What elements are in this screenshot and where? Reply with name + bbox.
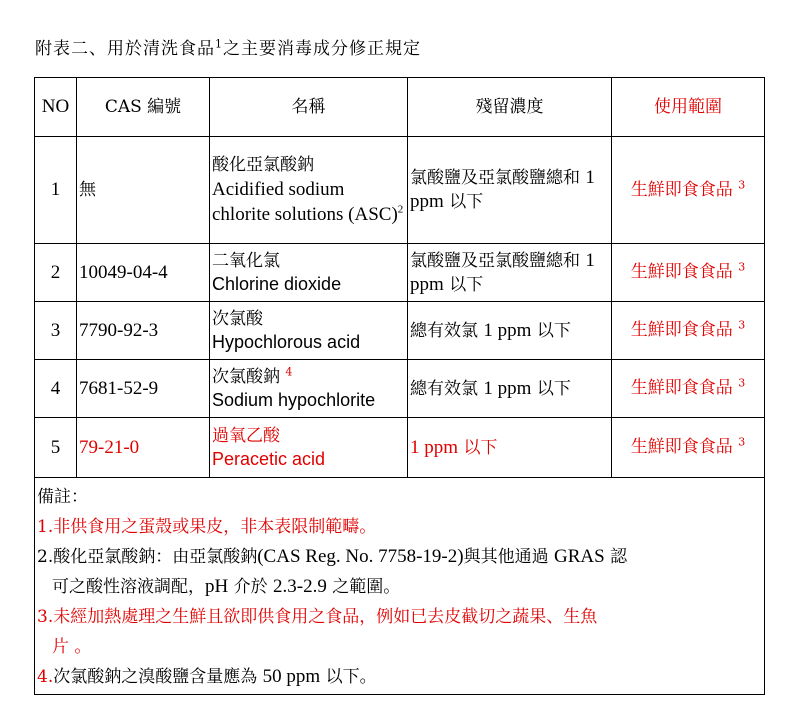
cell-no: 1 <box>35 137 77 244</box>
cell-residue: 1 ppm 以下 <box>408 418 612 478</box>
disinfectant-table <box>34 77 765 695</box>
cell-cas: 79-21-0 <box>77 418 210 478</box>
table-header-row <box>35 78 765 137</box>
cell-use: 生鮮即食食品 $^3$ <box>612 360 765 418</box>
cell-name: 次氯酸鈉 $^4$ Sodium hypochlorite <box>210 360 408 418</box>
cell-no: 4 <box>35 360 77 418</box>
cell-cas: 10049-04-4 <box>77 244 210 302</box>
cell-name: 過氧乙酸 Peracetic acid <box>210 418 408 478</box>
cell-name: 二氧化氯 Chlorine dioxide <box>210 244 408 302</box>
header-use: 使用範圍 <box>612 78 765 137</box>
note-2-cont: 可之酸性溶液調配，pH 介於 2.3-2.9 之範圍。 <box>52 576 401 597</box>
table-row <box>35 302 765 360</box>
header-no: NO <box>35 78 77 137</box>
document-title: 附表二、用於清洗食品$^1$之主要消毒成分修正規定 <box>35 37 421 59</box>
cell-use: 生鮮即食食品 $^3$ <box>612 244 765 302</box>
notes-cell <box>35 478 765 695</box>
notes-row <box>35 478 765 695</box>
header-residue: 殘留濃度 <box>408 78 612 137</box>
table-row <box>35 418 765 478</box>
cell-residue: 氯酸鹽及亞氯酸鹽總和 1 ppm 以下 <box>408 137 612 244</box>
table-row <box>35 244 765 302</box>
cell-cas: 無 <box>77 137 210 244</box>
cell-residue: 總有效氯 1 ppm 以下 <box>408 360 612 418</box>
cell-no: 5 <box>35 418 77 478</box>
header-name: 名稱 <box>210 78 408 137</box>
note-3: 3.未經加熱處理之生鮮且欲即供食用之食品，例如已去皮截切之蔬果、生魚 <box>37 607 598 627</box>
notes-heading: 備註： <box>37 487 88 507</box>
cell-use: 生鮮即食食品 $^3$ <box>612 418 765 478</box>
cell-cas: 7790-92-3 <box>77 302 210 360</box>
cell-no: 2 <box>35 244 77 302</box>
cell-name: 次氯酸 Hypochlorous acid <box>210 302 408 360</box>
note-4: 4.次氯酸鈉之溴酸鹽含量應為 50 ppm 以下。 <box>37 666 377 687</box>
table-row <box>35 360 765 418</box>
cell-use: 生鮮即食食品 $^3$ <box>612 302 765 360</box>
cell-cas: 7681-52-9 <box>77 360 210 418</box>
cell-residue: 總有效氯 1 ppm 以下 <box>408 302 612 360</box>
note-3-cont: 片 。 <box>52 637 92 657</box>
cell-name: 酸化亞氯酸鈉 Acidified sodium chlorite solutions (ASC)$^2$ <box>210 137 408 244</box>
cell-no: 3 <box>35 302 77 360</box>
header-cas: CAS 編號 <box>77 78 210 137</box>
note-1: 1.非供食用之蛋殼或果皮，非本表限制範疇。 <box>37 517 377 537</box>
note-2: 2.酸化亞氯酸鈉：由亞氯酸鈉(CAS Reg. No. 7758-19-2)與其他通過 GRAS 認 <box>37 546 628 567</box>
table-row <box>35 137 765 244</box>
cell-residue: 氯酸鹽及亞氯酸鹽總和 1 ppm 以下 <box>408 244 612 302</box>
cell-use: 生鮮即食食品 $^3$ <box>612 137 765 244</box>
